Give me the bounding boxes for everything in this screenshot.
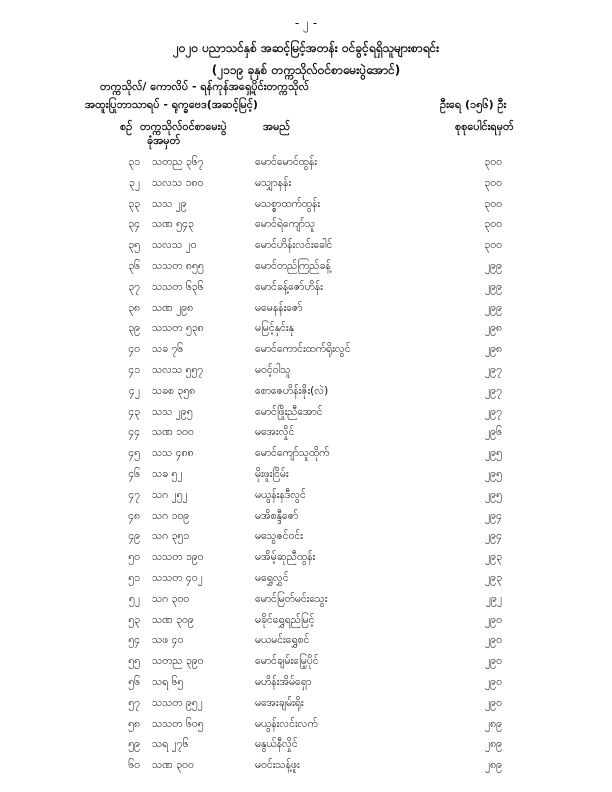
row-number: ၄၉ (128, 530, 140, 543)
student-name: မအေးချမ်းရိုး (255, 696, 304, 709)
exam-id: သဂ ၃၅၁ (152, 530, 190, 543)
table-row (0, 360, 612, 381)
table-row (0, 235, 612, 256)
table-row (0, 693, 612, 714)
exam-id: သဏ ၃၀၉ (152, 613, 194, 626)
table-row (0, 610, 612, 631)
row-number: ၄၀ (128, 343, 140, 356)
table-row (0, 630, 612, 651)
total-score: ၂၉၃ (485, 571, 502, 584)
table-row (0, 526, 612, 547)
total-score: ၂၉၀ (485, 696, 502, 709)
table-row (0, 755, 612, 776)
row-number: ၄၂ (128, 384, 140, 397)
row-number: ၅၁ (128, 571, 140, 584)
exam-id: သခစ ၃၅၈ (152, 384, 196, 397)
student-name: မောင်ဖြိုးညီအောင် (255, 405, 323, 418)
exam-id: သသတ ၅၃၈ (152, 322, 204, 335)
exam-id: သသ ၂၉ (152, 197, 187, 210)
student-name: မယမင်းရွှေစင် (255, 634, 310, 647)
row-number: ၄၁ (128, 363, 140, 376)
row-number: ၄၅ (128, 447, 140, 460)
row-number: ၃၉ (128, 322, 140, 335)
total-score: ၂၉၇ (485, 363, 502, 376)
row-number: ၅၂ (128, 592, 140, 605)
column-header-no: စဉ် (120, 120, 133, 133)
student-name: မိုးဖူးငြိမ်း (255, 467, 289, 480)
exam-id: သဏ ၂၉၈ (152, 301, 194, 314)
table-row (0, 734, 612, 755)
exam-id: သဏ ၃၀၀ (152, 759, 194, 772)
student-name: မမေနန်းဇော် (255, 301, 303, 314)
total-score: ၂၉၈ (484, 343, 502, 356)
exam-id: သသတ ၈၅၅ (152, 259, 204, 272)
row-number: ၆၀ (128, 759, 140, 772)
total-score: ၃၀၀ (484, 197, 502, 210)
row-number: ၅၃ (128, 613, 140, 626)
row-number: ၅၆ (128, 675, 140, 688)
table-row (0, 256, 612, 277)
row-number: ၅၉ (128, 738, 140, 751)
table-row (0, 298, 612, 319)
exam-id: သသတ ၁၉၀ (152, 551, 204, 564)
exam-id: သသတ ၉၅၂ (152, 696, 203, 709)
exam-id: သလသ ၂၀ (152, 239, 197, 252)
student-name: မသျှာနန်း (255, 176, 292, 189)
exam-id: သတည ၃၆၇ (152, 156, 204, 168)
row-number: ၅၀ (128, 551, 140, 564)
student-name: မောင်ဟိန်းလင်းခေါင် (255, 239, 333, 252)
total-score: ၃၀၀ (484, 239, 502, 252)
row-number: ၃၁ (128, 156, 140, 168)
total-score: ၂၉၄ (485, 509, 502, 522)
exam-id: သဂ ၂၅၂ (152, 488, 188, 501)
row-number: ၅၅ (128, 655, 140, 668)
row-number: ၃၅ (128, 239, 140, 252)
exam-id: သလသ ၅၅၇ (152, 363, 204, 376)
total-score: ၂၉၀ (485, 613, 502, 626)
table-row (0, 714, 612, 735)
table-row (0, 173, 612, 194)
exam-id: သဏ ၁၀၀ (152, 426, 194, 439)
student-name: မောင်တည်ကြည်ခန့် (255, 259, 331, 272)
total-score: ၂၉၉ (485, 259, 502, 272)
table-row (0, 339, 612, 360)
document-subtitle: (၂၁၁၉ ခုနှစ် တက္ကသိုလ်ဝင်စာမေးပွဲအောင်) (211, 63, 401, 77)
major-subject-label: အထူးပြုဘာသာရပ် - ရုက္ခဗေဒ(အဆင့်မြင့်) (85, 98, 258, 111)
row-number: ၃၆ (128, 259, 140, 272)
row-number: ၄၄ (128, 426, 140, 439)
table-row (0, 506, 612, 527)
column-header-exam-id-line2: ခုံအမှတ် (147, 134, 181, 147)
student-name: မအိမ့်ဆုညီထွန်း (255, 551, 316, 564)
total-score: ၂၉၆ (485, 426, 502, 439)
total-score: ၂၉၂ (485, 592, 502, 605)
total-score: ၂၈၉ (484, 717, 502, 730)
student-count-label: ဦးရေ (၁၅၆) ဦး (440, 98, 507, 111)
student-name: မောင်ကောင်းထက်ရိုးလွင် (255, 343, 351, 356)
total-score: ၃၀၀ (484, 156, 502, 168)
row-number: ၃၄ (128, 218, 140, 231)
row-number: ၃၂ (128, 176, 140, 189)
total-score: ၂၉၅ (485, 467, 502, 480)
table-row (0, 402, 612, 423)
exam-id: သခ ၅၂ (152, 467, 183, 480)
exam-id: သခ ၇၆ (152, 343, 184, 356)
exam-id: သတည ၃၉၀ (152, 655, 204, 668)
table-row (0, 547, 612, 568)
total-score: ၂၉၀ (485, 634, 502, 647)
table-row (0, 152, 612, 173)
exam-id: သဏ ၅၄၃ (152, 218, 194, 231)
column-header-score: စုစုပေါင်းရမှတ် (455, 120, 514, 133)
student-name: မအိစန္ဒီဇော် (255, 509, 299, 522)
total-score: ၂၉၉ (485, 280, 502, 293)
student-name: မဝင်းသန့်ဖူး (255, 759, 300, 772)
total-score: ၂၉၈ (484, 322, 502, 335)
student-name: မသွေဇင်ဝင်း (255, 530, 303, 543)
exam-id: သဖ ၄၀ (152, 634, 184, 647)
table-row (0, 194, 612, 215)
exam-id: သလသ ၁၈၀ (152, 176, 204, 189)
row-number: ၄၆ (128, 467, 140, 480)
row-number: ၃၃ (128, 197, 140, 210)
exam-id: သသတ ၆၀၅ (152, 717, 204, 730)
student-name: မောင်ချမ်းမြေ့ပိုင် (255, 655, 319, 668)
row-number: ၄၃ (128, 405, 140, 418)
student-name: မောင်ရဲကျော်သူ (255, 218, 315, 231)
total-score: ၂၉၀ (485, 655, 502, 668)
total-score: ၂၉၅ (485, 488, 502, 501)
student-name: မဟိန်းအိမ်ရှော (255, 675, 312, 688)
table-row (0, 651, 612, 672)
row-number: ၅၄ (128, 634, 140, 647)
document-title: ၂၀၂၀ ပညာသင်နှစ် အဆင့်မြင့်အတန်း ဝင်ခွင့်ရရှိသူများစာရင်း (172, 41, 440, 55)
student-name: မနွယ်နီလှိုင် (255, 738, 298, 751)
student-name: မသစ္စာထက်ထွန်း (255, 197, 321, 210)
row-number: ၅၇ (128, 696, 140, 709)
table-row (0, 464, 612, 485)
total-score: ၂၈၉ (484, 738, 502, 751)
total-score: ၃၀၀ (484, 176, 502, 189)
student-name: မခိုင်ရွှေရည်မြင့် (255, 613, 315, 626)
column-header-name: အမည် (263, 120, 291, 133)
row-number: ၃၇ (128, 280, 140, 293)
student-name: မောင်မောင်ထွန်း (255, 156, 317, 168)
student-name: စောဇေဟိန်းဇိုး(လဲ) (255, 384, 329, 397)
table-row (0, 277, 612, 298)
table-row (0, 381, 612, 402)
student-name: မောင်ခန့်ဇော်ဟိန်း (255, 280, 323, 293)
university-label: တက္ကသိုလ်/ ကောလိပ် - ရန်ကုန်အရှေ့ပိုင်းတက္ကသိုလ် (100, 80, 309, 93)
table-row (0, 214, 612, 235)
student-name: မရွှေလွှင် (255, 571, 289, 584)
table-row (0, 589, 612, 610)
exam-id: သသတ ၆၃၆ (152, 280, 204, 293)
table-row (0, 568, 612, 589)
total-score: ၂၉၇ (485, 384, 502, 397)
student-name: မအေးလှိုင် (255, 426, 295, 439)
table-row (0, 485, 612, 506)
row-number: ၄၇ (128, 488, 140, 501)
page-number: - ၂ - (294, 16, 318, 30)
student-name: မယွန်းနဒီလွင် (255, 488, 306, 501)
table-row (0, 443, 612, 464)
total-score: ၂၉၃ (485, 551, 502, 564)
total-score: ၂၉၉ (485, 301, 502, 314)
row-number: ၅၈ (128, 717, 140, 730)
exam-id: သဂ ၁၀၉ (152, 509, 190, 522)
exam-id: သသ ၂၉၅ (152, 405, 193, 418)
results-table (0, 152, 612, 776)
total-score: ၂၈၉ (484, 759, 502, 772)
student-name: မယွန်းလင်းလက် (255, 717, 318, 730)
exam-id: သသတ ၄၀၂ (152, 571, 203, 584)
exam-id: သရ ၆၅ (152, 675, 184, 688)
total-score: ၂၉၀ (485, 675, 502, 688)
table-row (0, 318, 612, 339)
column-header-exam-id: တက္ကသိုလ်ဝင်စာမေးပွဲ (140, 120, 227, 133)
student-name: မမြင့်နှင်းနု (255, 322, 294, 335)
total-score: ၂၉၇ (485, 405, 502, 418)
total-score: ၂၉၅ (485, 447, 502, 460)
student-name: မဝင့်ဝါသူ (255, 363, 291, 376)
student-name: မောင်ကျော်သူထိုက် (255, 447, 330, 460)
table-row (0, 422, 612, 443)
exam-id: သရ ၂၇၆ (152, 738, 189, 751)
exam-id: သသ ၄၈၈ (152, 447, 194, 460)
total-score: ၃၀၀ (484, 218, 502, 231)
total-score: ၂၉၄ (485, 530, 502, 543)
row-number: ၃၈ (128, 301, 140, 314)
table-row (0, 672, 612, 693)
exam-id: သဂ ၃၀၀ (152, 592, 190, 605)
row-number: ၄၈ (128, 509, 140, 522)
student-name: မောင်မြတ်မင်းသွေး (255, 592, 328, 605)
